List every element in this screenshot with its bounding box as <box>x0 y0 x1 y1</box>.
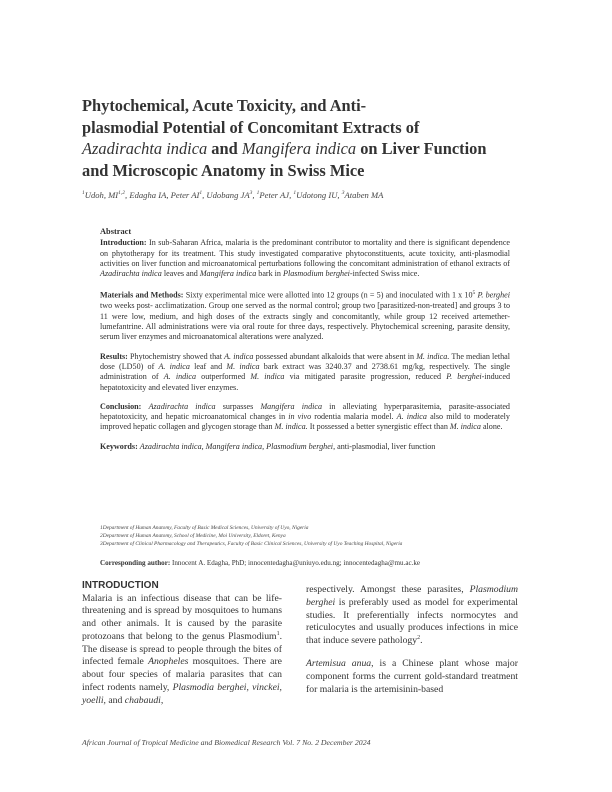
author-name: Ataben MA <box>344 190 384 200</box>
title-line-1: Phytochemical, Acute Toxicity, and Anti- <box>82 96 367 115</box>
abstract-introduction: Introduction: In sub-Saharan Africa, malaria is the predominant contributor to mortality and there is significant dependence on phytotherapy for its treatment. This study investigated comparative phytoconstituents, acute toxicity, anti-plasmodial activities on liver function and microanatomical perturbations following the concomitant administration of ethanol extracts of Azadirachta indica leaves and Mangifera indica bark in Plasmodium berghei-infected Swiss mice. <box>100 238 510 279</box>
affiliation-1: 1Department of Human Anatomy, Faculty of Basic Medical Sciences, University of Uyo, Nigeria <box>100 525 309 531</box>
intro-paragraph-1: Malaria is an infectious disease that can be life-threatening and is spread by mosquitoes to humans and other animals. It is caused by the parasite protozoans that belong to the genus Plasmodium$^1$. The disease is spread to people through the bites of infected female Anopheles mosquitoes. There are about four species of malaria parasites that can infect rodents namely, Plasmodia berghei, vinckei, yoelli, and chabaudi, <box>82 592 282 706</box>
paper-title <box>82 95 518 181</box>
journal-footer: African Journal of Tropical Medicine and Biomedical Research Vol. 7 No. 2 December 2024 <box>82 738 371 747</box>
intro-paragraph-2: Artemisua anua, is a Chinese plant whose major component forms the current gold-standard treatment for malaria is the artemisinin-based <box>306 657 518 695</box>
author-sup: 1 <box>293 190 297 197</box>
author-name: Udotong IU <box>296 190 338 200</box>
title-species-a: Azadirachta indica <box>82 139 208 158</box>
author-sup: 3 <box>341 190 345 197</box>
body-column-left <box>82 580 282 708</box>
title-species-b: Mangifera indica <box>241 139 357 158</box>
affiliation-2: 2Department of Human Anatomy, School of Medicine, Moi University, Eldoret, Kenya <box>100 533 286 540</box>
author-name: Udobang JA <box>206 190 250 200</box>
title-line-2: plasmodial Potential of Concomitant Extracts of <box>82 117 420 137</box>
abstract-heading: Abstract <box>100 227 132 236</box>
abstract-results: Results: Phytochemistry showed that A. indica possessed abundant alkaloids that were absent in M. indica. The median lethal dose (LD50) of A. indica leaf and M. indica bark extract was 3240.37 and 2738.61 mg/kg, respectively. The single administration of A. indica outperformed M. indica via mitigated parasite progression, reduced P. berghei-induced hepatotoxicity and elevated liver enzymes. <box>100 351 511 392</box>
author-name: Edagha IA <box>129 190 167 200</box>
body-column-right <box>306 584 518 696</box>
author-sup: 1 <box>256 190 260 197</box>
title-line-4: and Microscopic Anatomy in Swiss Mice <box>82 160 365 180</box>
author-list: $^1$Udoh, MI$^{1,2}$, Edagha IA, Peter $AI^1$, Udobang $JA^3$, $^1$Peter AJ, $^1$Udotong IU, $^3$Ataben MA <box>82 190 384 200</box>
abstract <box>100 227 510 461</box>
title-and: and <box>207 139 242 158</box>
author-sup: 1 <box>199 190 203 197</box>
affiliation-3: 3Department of Clinical Pharmacology and Therapeutics, Faculty of Basic Clinical Sciences, University of Uyo Teaching Hospital, Nigeria <box>100 541 403 548</box>
author-sup: 1 <box>82 190 85 197</box>
author-sup: 1,2 <box>118 190 126 197</box>
title-line-3-rest: on Liver Function <box>356 139 487 158</box>
author-name: Peter AJ <box>259 190 290 200</box>
section-heading-introduction: INTRODUCTION <box>82 580 159 591</box>
author-sup: 3 <box>249 190 253 197</box>
abstract-methods: Materials and Methods: Sixty experimental mice were allotted into 12 groups (n = 5) and inoculated with 1 x $10^5$ P. berghei two weeks post- acclimatization. Group one served as the normal control; group two [parasitized-non-treated] and groups 3 to 11 were low, medium, and high doses of the extracts singly and concomitantly, while group 12 received artemether-lumefantrine. All administrations were via oral route for three days, respectively. Phytochemical screening, parasite density, serum liver enzymes and microanatomical alterations were analyzed. <box>100 290 510 342</box>
abstract-conclusion: Conclusion: Azadirachta indica surpasses Mangifera indica in alleviating hyperparasitemia, parasite-associated hepatotoxicity, and hepatic microanatomical changes in in vivo rodentia malaria model. A. indica also mild to moderately improved hepatic collagen and glycogen storage than M. indica. It possessed a better synergistic effect than M. indica alone. <box>100 401 510 432</box>
affiliations <box>100 524 510 548</box>
author-name: Peter AI <box>170 190 200 200</box>
author-name: Udoh, MI <box>84 190 119 200</box>
corresponding-author: Corresponding author: Innocent A. Edagha, PhD; innocentedagha@uniuyo.edu.ng; innocentedagha@mu.ac.ke <box>100 559 421 567</box>
intro-paragraph-1-cont: respectively. Amongst these parasites, Plasmodium berghei is preferably used as model for experimental studies. It preferentially infects normocytes and reticulocytes and usually produces infections in mice that induce severe pathology$^2$. <box>306 584 518 647</box>
abstract-keywords: Keywords: Azadirachta indica, Mangifera indica, Plasmodium berghei, anti-plasmodial, liver function <box>100 441 436 451</box>
